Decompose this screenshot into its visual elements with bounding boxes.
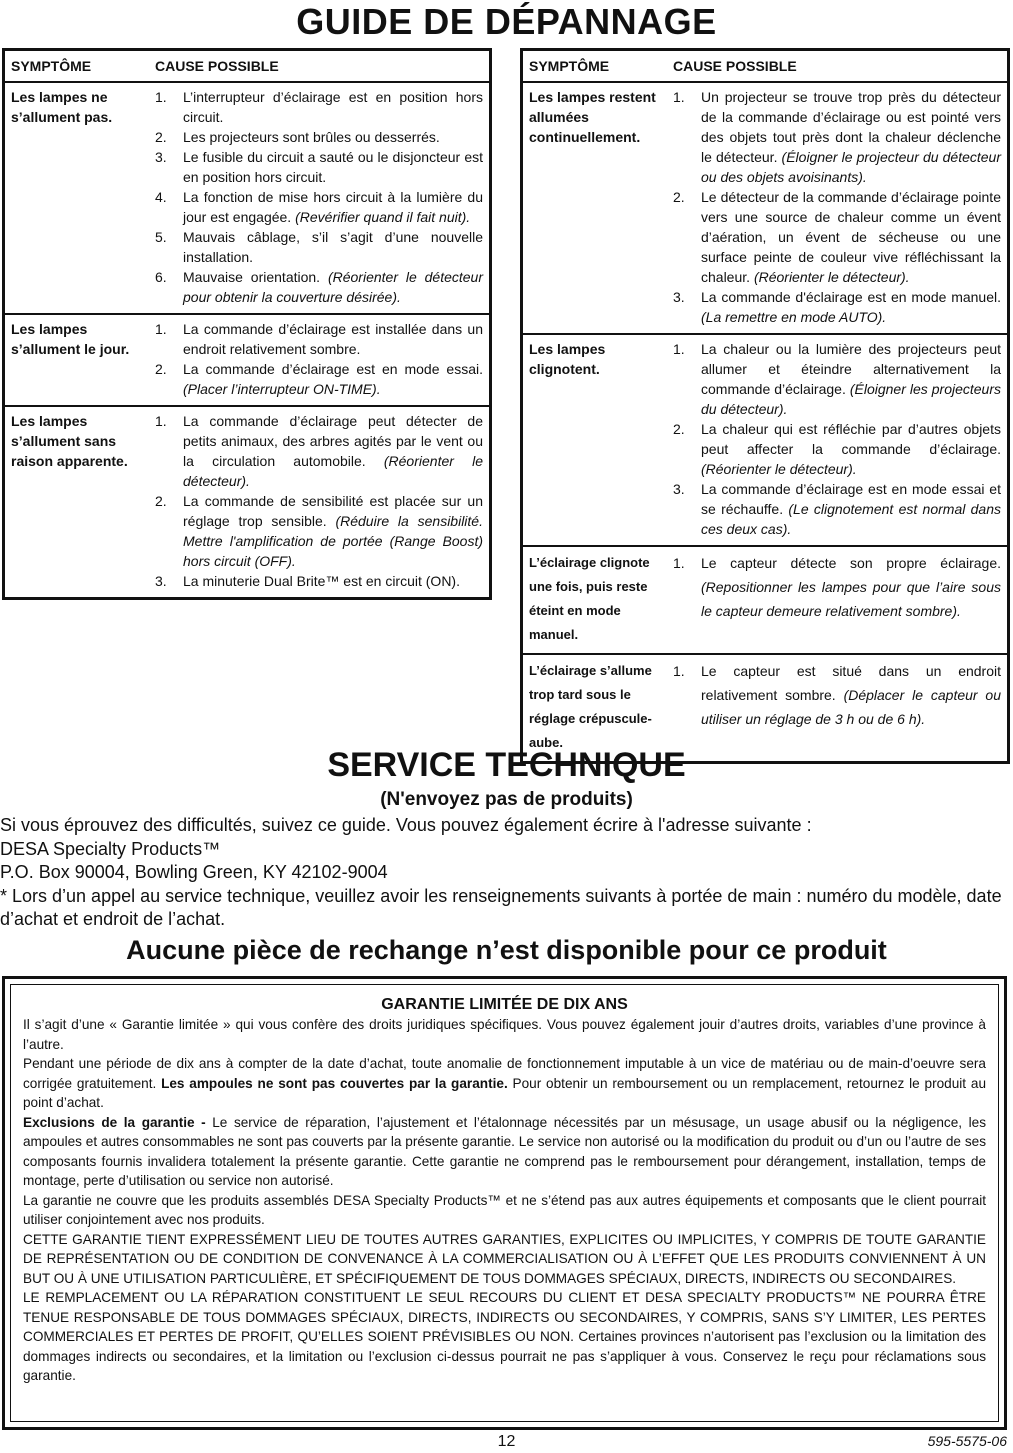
cause-item [673,87,1001,187]
no-parts-notice: Aucune pièce de rechange n’est disponible pour ce produit [126,935,887,965]
table-row [4,314,491,406]
cause-text: Un projecteur se trouve trop près du détecteur de la commande d’éclairage ou est pointé vers des objets tout près dont la chaleur déclenche le détecteur. [701,89,1001,165]
cause-text: La fonction de mise hors circuit à la lumière du jour est engagée. [183,189,483,225]
left-table-body [4,82,491,599]
table-row [522,334,1009,546]
symptom-cell: Les lampes restent allumées continuellement. [522,82,668,334]
cause-cell [667,334,1009,546]
cause-remedy: (Placer l’interrupteur ON-TIME). [183,381,381,397]
cause-number: 1. [155,413,167,429]
symptom-header: SYMPTÔME [4,50,150,83]
page-title: GUIDE DE DÉPANNAGE [296,1,717,42]
service-address: P.O. Box 90004, Bowling Green, KY 42102-9004 [0,862,388,882]
cause-text: La commande d’éclairage est en mode essai et se réchauffe. [701,481,1001,517]
cause-item [673,551,1001,623]
cause-number: 3. [155,149,167,165]
cause-remedy: (Éloigner le projecteur du détecteur ou des objets avoisinants). [701,149,1001,185]
cause-list [673,87,1001,327]
service-company: DESA Specialty Products™ [0,838,221,859]
troubleshooting-table-left [2,48,492,600]
cause-item [673,479,1001,539]
service-body [0,814,1010,932]
cause-text: La minuterie Dual Brite™ est en circuit (ON). [183,573,460,589]
cause-item [155,319,483,359]
cause-remedy: (Repositionner les lampes pour que l’aire sous le capteur demeure relativement sombre). [701,579,1001,619]
cause-text: La commande d’éclairage peut détecter de petits animaux, des arbres agités par le vent ou la circulation automobile. [183,413,483,469]
symptom-cell: Les lampes s’allument sans raison apparente. [4,406,150,599]
cause-number: 1. [155,321,167,337]
warranty-paragraph [23,1054,986,1113]
cause-text: La commande d’éclairage est en mode essai. [183,361,483,377]
cause-remedy: (Le clignotement est normal dans ces deux cas). [701,501,1002,537]
table-row [4,82,491,314]
cause-item [155,571,483,591]
warranty-text: Pendant une période de dix ans à compter de la date d’achat, toute anomalie de fonctionnement imputable à un vice de matériau ou de main-d’oeuvre sera corrigée gratuitement. [23,1056,986,1091]
cause-list [673,659,1001,731]
troubleshooting-table-right [520,48,1010,764]
service-note: * Lors d’un appel au service technique, veuillez avoir les renseignements suivants à portée de main : numéro du modèle, date d’achat et endroit de l’achat. [0,885,1002,929]
symptom-cell: L’éclairage s’allume trop tard sous le réglage crépuscule-aube. [522,654,668,763]
cause-text: Le fusible du circuit a sauté ou le disjoncteur est en position hors circuit. [183,149,483,185]
document-code: 595-5575-06 [927,1433,1007,1449]
cause-text: La chaleur qui est réfléchie par d’autres objets peut affecter la commande d’éclairage. [701,421,1001,457]
symptom-cell: L’éclairage clignote une fois, puis reste éteint en mode manuel. [522,546,668,654]
cause-remedy: (La remettre en mode AUTO). [701,309,887,325]
service-intro: Si vous éprouvez des difficultés, suivez ce guide. Vous pouvez également écrire à l'adresse suivante : [0,815,812,835]
cause-number: 4. [155,189,167,205]
warranty-paragraph [23,1113,986,1191]
cause-list [155,87,483,307]
cause-text: Le capteur détecte son propre éclairage. [701,555,1001,571]
cause-number: 1. [673,663,685,679]
cause-list [673,339,1001,539]
cause-cell [149,406,491,599]
cause-remedy: (Réduire la sensibilité. Mettre l'amplification de portée (Range Boost) hors circuit (OFF). [183,513,483,569]
cause-item [155,227,483,267]
cause-number: 3. [673,481,685,497]
cause-item [155,491,483,571]
cause-text: L’interrupteur d’éclairage est en position hors circuit. [183,89,483,125]
cause-number: 6. [155,269,167,285]
symptom-cell: Les lampes clignotent. [522,334,668,546]
cause-text: Mauvais câblage, s’il s’agit d’une nouvelle installation. [183,229,483,265]
service-title: SERVICE TECHNIQUE [327,746,686,784]
cause-list [673,551,1001,623]
cause-remedy: (Éloigner les projecteurs du détecteur). [701,381,1001,417]
table-row [522,546,1009,654]
cause-item [673,419,1001,479]
cause-text: Les projecteurs sont brûles ou desserrés. [183,129,440,145]
cause-text: La chaleur ou la lumière des projecteurs peut allumer et éteindre alternativement la commande d’éclairage. [701,341,1001,397]
cause-remedy: (Réorienter le détecteur). [753,269,910,285]
cause-item [673,287,1001,327]
cause-text: La commande d’éclairage est installée dans un endroit relativement sombre. [183,321,483,357]
cause-number: 3. [155,573,167,589]
cause-number: 3. [673,289,685,305]
warranty-paragraph: Il s’agit d’une « Garantie limitée » qui vous confère des droits juridiques spécifiques. Vous pouvez également jouir d’autres droits, variables d’une province à l’autre. [23,1017,986,1052]
cause-number: 1. [155,89,167,105]
cause-cell [149,82,491,314]
cause-text: La commande d'éclairage est en mode manuel. [701,289,1001,305]
cause-number: 2. [673,189,685,205]
cause-cell [149,314,491,406]
cause-remedy: (Réorienter le détecteur pour obtenir la couverture désirée). [183,269,484,305]
cause-remedy: (Déplacer le capteur ou utiliser un réglage de 3 h ou de 6 h). [701,687,1002,727]
cause-number: 1. [673,89,685,105]
warranty-title: GARANTIE LIMITÉE DE DIX ANS [381,996,628,1013]
cause-text: Le détecteur de la commande d’éclairage pointe vers une source de chaleur comme un évent d’aération, un évent de sécheuse ou une surface peinte de couleur vive réfléchissant la chaleur. [701,189,1001,285]
warranty-box [2,976,1007,1430]
cause-remedy: (Revérifier quand il fait nuit). [295,209,471,225]
warranty-paragraph: LE REMPLACEMENT OU LA RÉPARATION CONSTITUENT LE SEUL RECOURS DU CLIENT ET DESA SPECIALTY PRODUCTS™ NE POURRA ÊTRE TENUE RESPONSABLE DE TOUS DOMMAGES SPÉCIAUX, DIRECTS, INDIRECTS OU SECONDAIRES, Y COMPRIS, SANS S’Y LIMITER, LES PERTES COMMERCIALES ET PERTES DE PROFIT, QU’ELLES SOIENT PRÉVISIBLES OU NON. Certaines provinces n’autorisent pas l’exclusion ou la limitation des dommages indirects ou secondaires, et la limitation ou l’exclusion ci-dessus pourrait ne pas s’appliquer à vous. Conservez le reçu pour réclamations sous garantie. [23,1290,986,1383]
cause-item [155,147,483,187]
cause-item [155,411,483,491]
cause-number: 2. [155,129,167,145]
cause-cell [667,82,1009,334]
service-subtitle: (N'envoyez pas de produits) [380,789,633,810]
cause-number: 2. [155,493,167,509]
warranty-text: Pour obtenir un remboursement ou un remplacement, retournez le produit au point d’achat. [23,1075,987,1110]
table-row [522,82,1009,334]
cause-item [155,87,483,127]
cause-header: CAUSE POSSIBLE [149,50,491,83]
warranty-text: Le service de réparation, l’ajustement et l’étalonnage nécessités par un mésusage, un usage abusif ou la négligence, les ampoules et autres consommables ne sont pas couverts par la présente garantie. Le service non autorisé ou la modification du produit ou d’un ou l’autre de ses composants fournis invalidera totalement la présente garantie. Cette garantie ne comprend pas le remboursement pour dérangement, installation, temps de montage, perte d’utilisation ou service non autorisé. [23,1114,987,1188]
warranty-exclusions-label: Exclusions de la garantie - [23,1114,213,1130]
cause-item [673,187,1001,287]
symptom-cell: Les lampes ne s’allument pas. [4,82,150,314]
cause-item [155,267,483,307]
cause-remedy: (Réorienter le détecteur). [701,461,857,477]
cause-cell [667,546,1009,654]
cause-item [155,127,483,147]
cause-number: 5. [155,229,167,245]
warranty-paragraph: CETTE GARANTIE TIENT EXPRESSÉMENT LIEU DE TOUTES AUTRES GARANTIES, EXPLICITES OU IMPLICITES, Y COMPRIS DE TOUTE GARANTIE DE REPRÉSENTATION OU DE CONDITION DE CONVENANCE À LA COMMERCIALISATION OU À L’EFFET QUE LES PRODUITS CONVIENNENT À UN BUT OU À UNE UTILISATION PARTICULIÈRE, ET SPÉCIFIQUEMENT DE TOUS DOMMAGES SPÉCIAUX, DIRECTS, INDIRECTS OU SECONDAIRES. [23,1231,986,1286]
symptom-header: SYMPTÔME [522,50,668,83]
page-number: 12 [497,1433,516,1450]
warranty-paragraph: La garantie ne couvre que les produits assemblés DESA Specialty Products™ et ne s’étend pas aux autres équipements et composants que le client pourrait utiliser conjointement avec nos produits. [23,1192,986,1227]
cause-item [673,339,1001,419]
warranty-bulbs-excluded: Les ampoules ne sont pas couvertes par la garantie. [161,1075,508,1091]
cause-remedy: (Réorienter le détecteur). [183,453,483,489]
cause-text: Le capteur est situé dans un endroit relativement sombre. [701,663,1001,703]
cause-text: La commande de sensibilité est placée sur un réglage trop sensible. [183,493,483,529]
warranty-content [10,984,999,1422]
cause-header: CAUSE POSSIBLE [667,50,1009,83]
cause-text: Mauvaise orientation. [183,269,328,285]
table-row [4,406,491,599]
cause-number: 2. [155,361,167,377]
cause-number: 1. [673,341,685,357]
cause-item [155,359,483,399]
cause-list [155,411,483,591]
cause-number: 1. [673,555,685,571]
cause-list [155,319,483,399]
cause-number: 2. [673,421,685,437]
cause-item [673,659,1001,731]
right-table-body [522,82,1009,763]
symptom-cell: Les lampes s’allument le jour. [4,314,150,406]
cause-item [155,187,483,227]
